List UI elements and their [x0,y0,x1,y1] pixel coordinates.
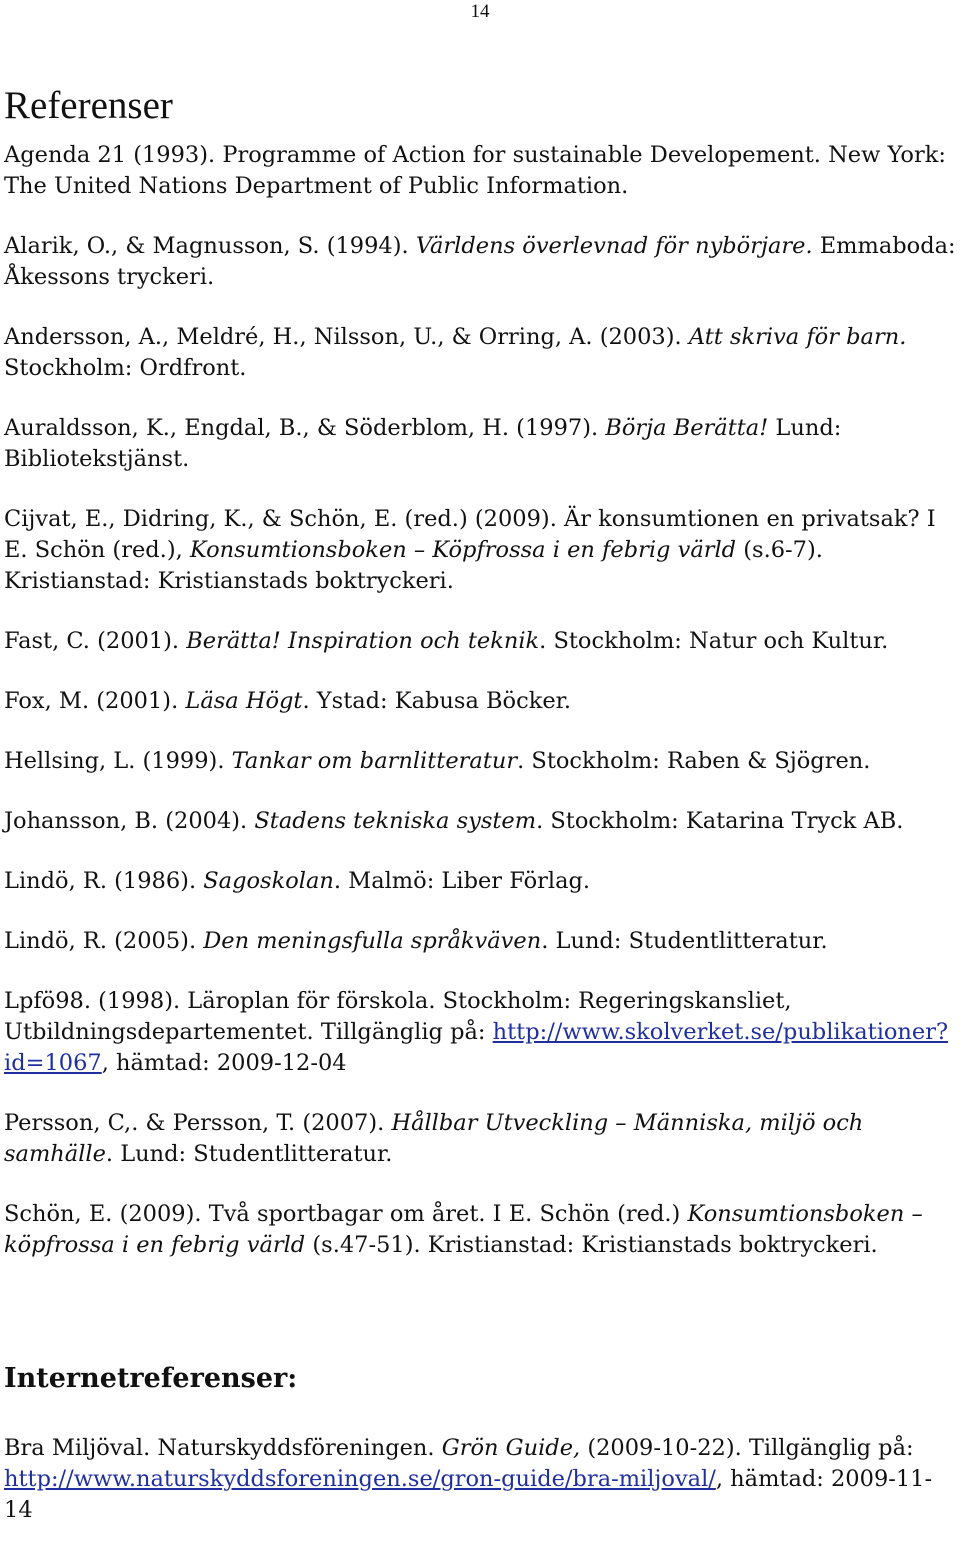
reference-entry [4,686,956,717]
reference-text: . Lund: Studentlitteratur. [541,928,828,954]
reference-list [4,140,956,1290]
reference-entry [4,1108,956,1170]
page-number: 14 [470,1,490,22]
reference-title: Börja Berätta! [605,415,769,441]
reference-text: Cijvat, E., Didring, K., & Schön, E. (red.) (2009). Är konsumtionen en privatsak? I E. Schön (red.), [4,506,936,563]
reference-text: (2009-10-22). Tillgänglig på: [580,1435,914,1461]
reference-text: , hämtad: 2009-11-14 [4,1466,933,1523]
reference-text: Hellsing, L. (1999). [4,748,232,774]
internet-reference-list [4,1433,956,1555]
reference-text: Fox, M. (2001). [4,688,186,714]
internet-references-heading: Internetreferenser: [4,1363,298,1394]
reference-text: . Ystad: Kabusa Böcker. [302,688,572,714]
reference-title: Konsumtionsboken – Köpfrossa i en febrig värld [189,537,737,563]
reference-text: Schön, E. (2009). Två sportbagar om året. I E. Schön (red.) [4,1201,688,1227]
reference-entry [4,986,956,1079]
reference-text: . Lund: Studentlitteratur. [105,1141,393,1167]
reference-entry [4,926,956,957]
reference-title: Tankar om barnlitteratur [231,748,518,774]
reference-text: (s.6-7). Kristianstad: Kristianstads boktryckeri. [4,537,823,594]
reference-text: (s.47-51). Kristianstad: Kristianstads boktryckeri. [305,1232,878,1258]
reference-text: Stockholm: Ordfront. [4,355,247,381]
reference-title: Världens överlevnad för nybörjare. [415,233,813,259]
reference-text: . Stockholm: Natur och Kultur. [539,628,889,654]
reference-text: Agenda 21 (1993). Programme of Action for sustainable Developement. New York: The United Nations Department of Public Information. [4,142,946,199]
reference-text: . Stockholm: Katarina Tryck AB. [536,808,904,834]
reference-entry [4,1433,956,1526]
reference-text: Lindö, R. (2005). [4,928,204,954]
reference-entry [4,231,956,293]
reference-entry [4,322,956,384]
reference-entry [4,504,956,597]
page-title: Referenser [4,84,173,127]
reference-title: Sagoskolan [203,868,334,894]
reference-link[interactable]: http://www.naturskyddsforeningen.se/gron-guide/bra-miljoval/ [4,1466,716,1492]
reference-text: Johansson, B. (2004). [4,808,255,834]
reference-title: Hållbar Utveckling – Människa, miljö och samhälle [4,1110,864,1167]
reference-text: Lpfö98. (1998). Läroplan för förskola. Stockholm: Regeringskansliet, Utbildningsdepartementet. Tillgänglig på: [4,988,792,1045]
reference-text: Fast, C. (2001). [4,628,187,654]
reference-entry [4,866,956,897]
reference-entry [4,413,956,475]
reference-entry [4,140,956,202]
reference-text: Alarik, O., & Magnusson, S. (1994). [4,233,416,259]
reference-title: Att skriva för barn. [688,324,907,350]
reference-title: Stadens tekniska system [254,808,537,834]
reference-text: Lund: Bibliotekstjänst. [4,415,842,472]
reference-entry [4,746,956,777]
reference-text: Andersson, A., Meldré, H., Nilsson, U., & Orring, A. (2003). [4,324,689,350]
reference-text: Emmaboda: Åkessons tryckeri. [4,233,956,290]
reference-link[interactable]: http://www.skolverket.se/publikationer?id=1067 [4,1019,949,1076]
reference-text: Lindö, R. (1986). [4,868,204,894]
reference-entry [4,806,956,837]
reference-text: . Malmö: Liber Förlag. [333,868,591,894]
reference-title: Berätta! Inspiration och teknik [186,628,540,654]
reference-text: . Stockholm: Raben & Sjögren. [517,748,871,774]
reference-text: Persson, C,. & Persson, T. (2007). [4,1110,392,1136]
reference-entry [4,626,956,657]
reference-title: Konsumtionsboken – köpfrossa i en febrig värld [4,1201,923,1258]
reference-text: Bra Miljöval. Naturskyddsföreningen. [4,1435,442,1461]
reference-text: , hämtad: 2009-12-04 [101,1050,347,1076]
reference-title: Läsa Högt [185,688,303,714]
reference-text: Auraldsson, K., Engdal, B., & Söderblom, H. (1997). [4,415,606,441]
reference-title: Den meningsfulla språkväven [203,928,542,954]
reference-entry [4,1199,956,1261]
reference-title: Grön Guide, [441,1435,581,1461]
